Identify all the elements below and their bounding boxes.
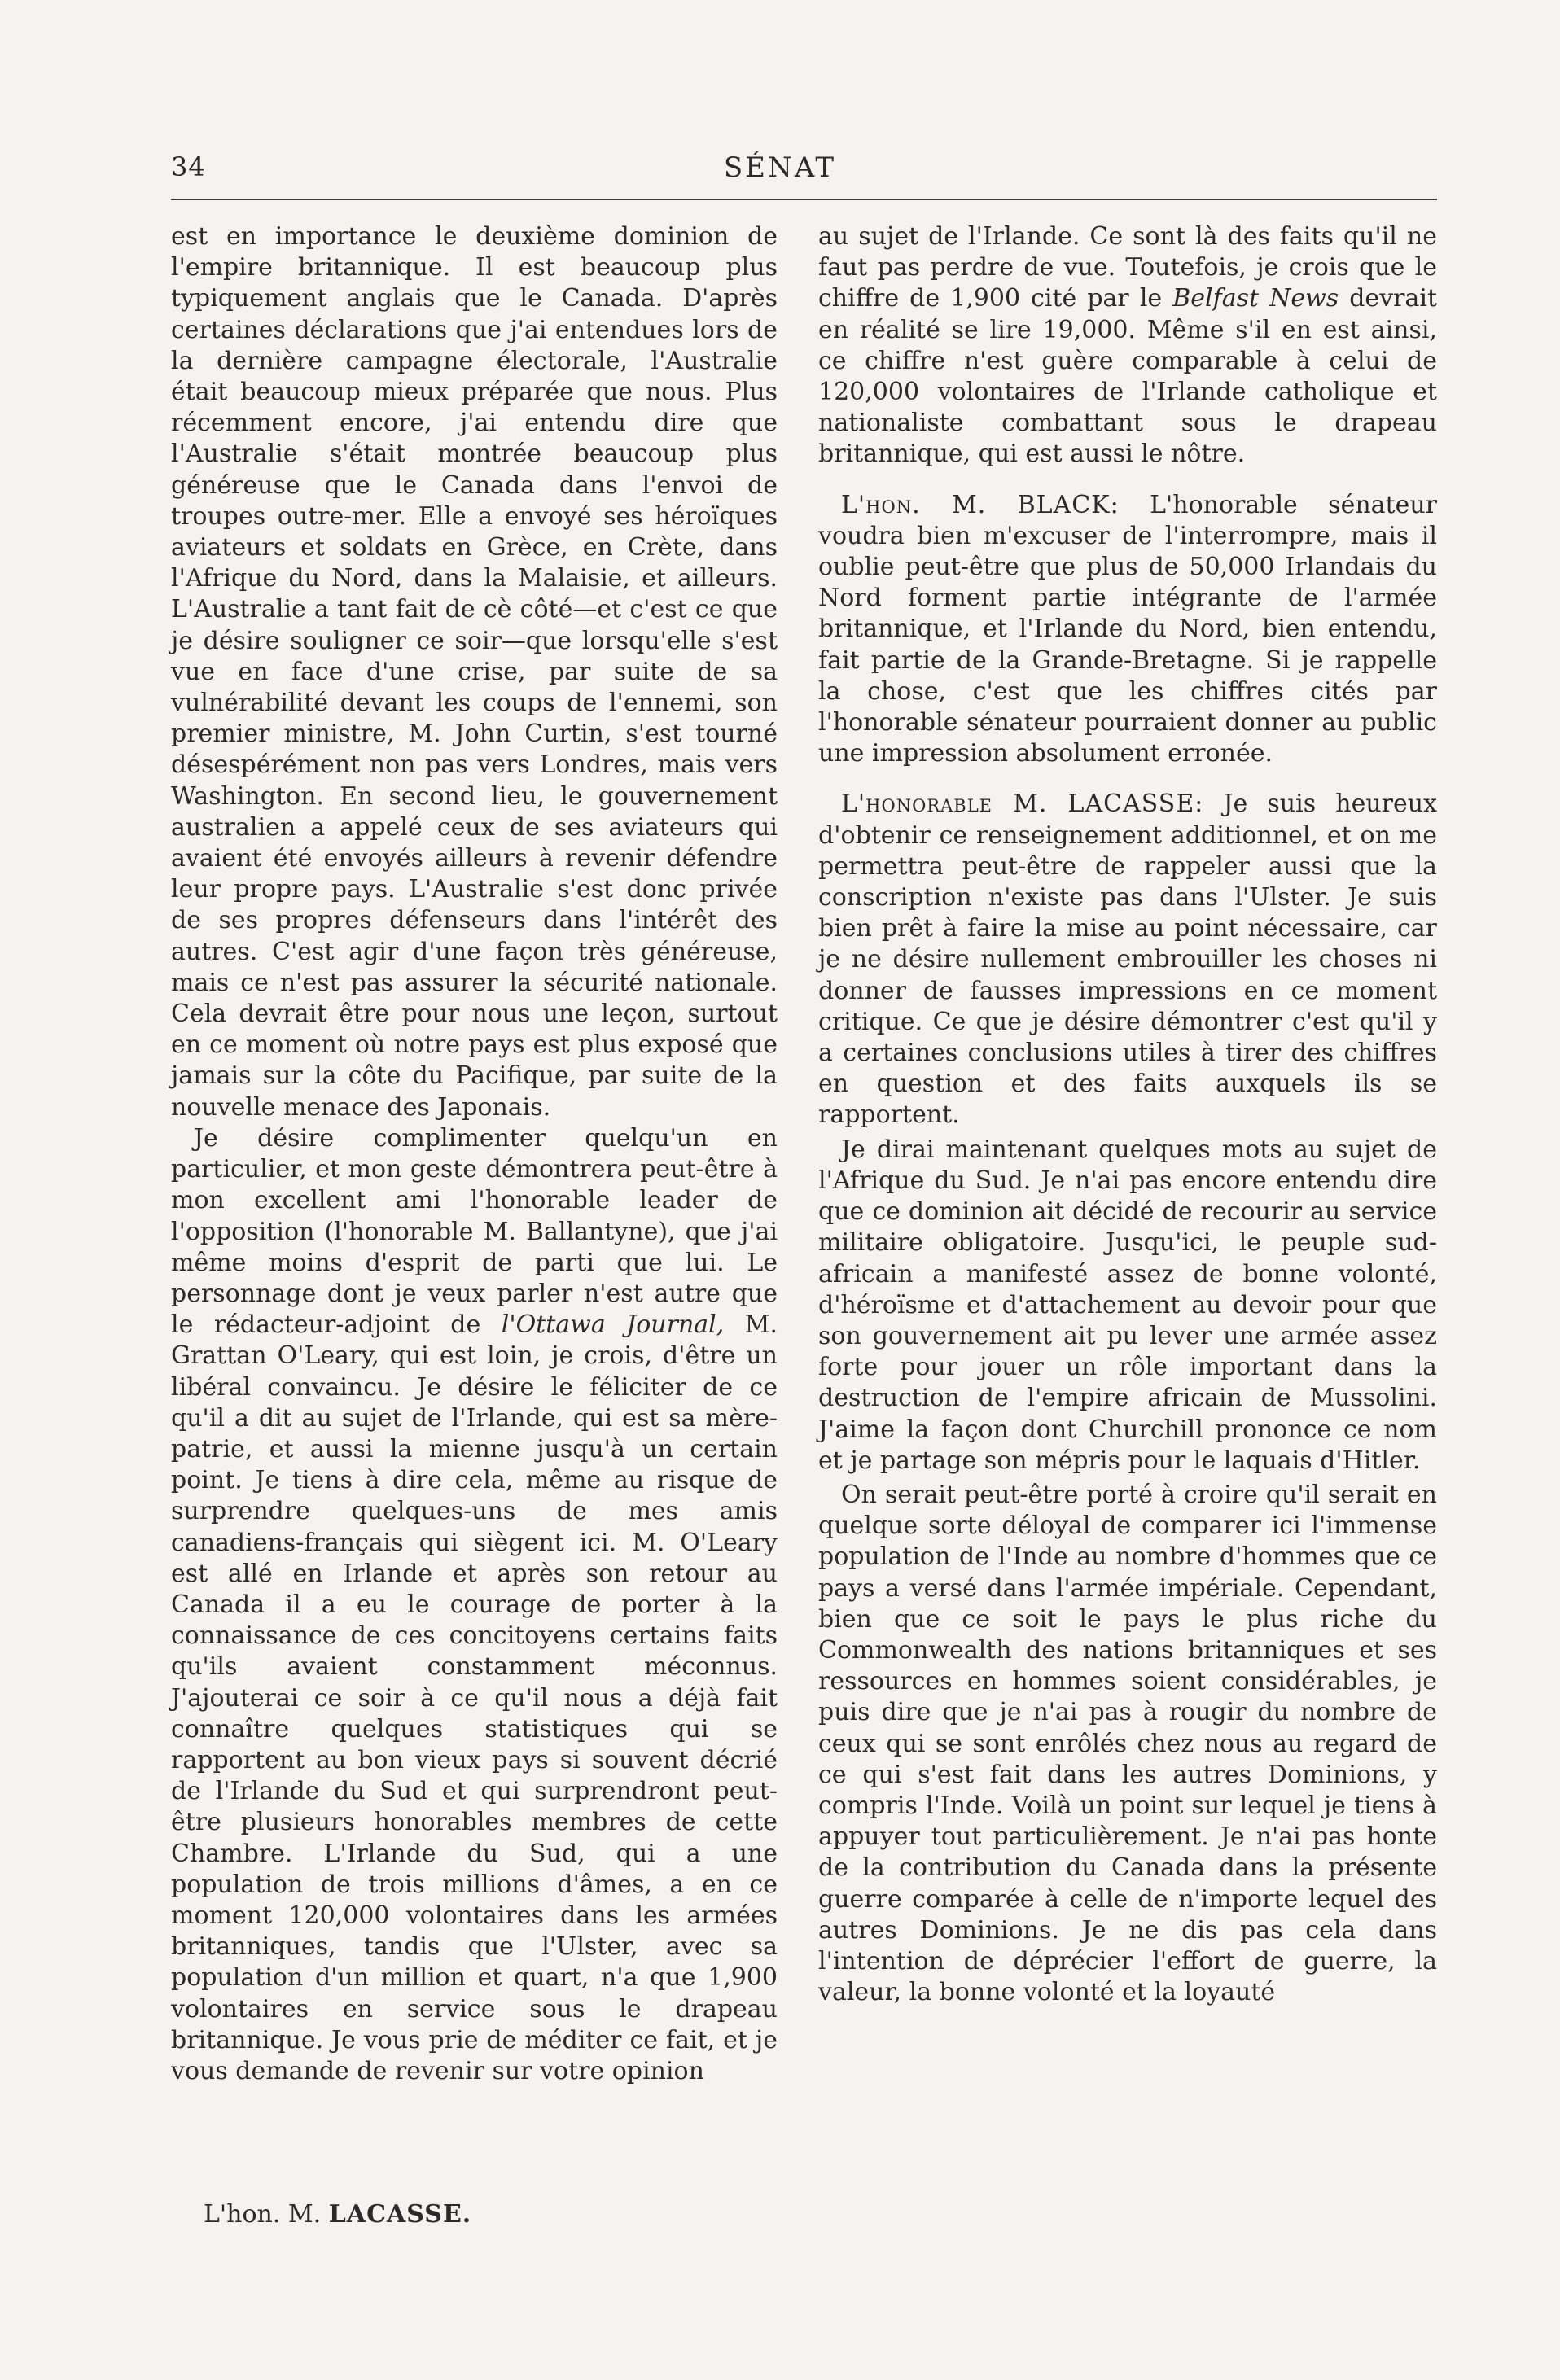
left-paragraph-2 <box>171 1123 778 2087</box>
left-p2-text-b: M. Grattan O'Leary, qui est loin, je crois, d'être un libéral convaincu. Je désire le féliciter de ce qu'il a dit au sujet de l'Irlande, qui est sa mère-patrie, et aussi la mienne jusqu'à un certain point. Je tiens à dire cela, même au risque de surprendre quelques-uns de mes amis canadiens-français qui siègent ici. M. O'Leary est allé en Irlande et après son retour au Canada il a eu le courage de porter à la connaissance de ces concitoyens certains faits qu'ils avaient constamment méconnus. J'ajouterai ce soir à ce qu'il nous a déjà fait connaître quelques statistiques qui se rapportent au bon vieux pays si souvent décrié de l'Irlande du Sud et qui surprendront peut-être plusieurs honorables membres de cette Chambre. L'Irlande du Sud, qui a une population de trois millions d'âmes, a en ce moment 120,000 volontaires dans les armées britanniques, tandis que l'Ulster, avec sa population d'un million et quart, n'a que 1,900 volontaires en service sous le drapeau britannique. Je vous prie de méditer ce fait, et je vous demande de revenir sur votre opinion <box>171 1310 778 2085</box>
right-p1-text-a: au sujet de l'Irlande. Ce sont là des faits qu'il ne faut pas perdre de vue. Toutefois, je crois que le chiffre de 1,900 cité par le <box>818 222 1437 313</box>
right-p3-text: Je suis heureux d'obtenir ce renseignement additionnel, et on me permettra peut-être de rappeler aussi que la conscription n'existe pas dans l'Ulster. Je suis bien prêt à faire la mise au point nécessaire, car je ne désire nullement embrouiller les choses ni donner de fausses impressions en ce moment critique. Ce que je désire démontrer c'est qu'il y a certaines conclusions utiles à tirer des chiffres en question et des faits auxquels ils se rapportent. <box>818 790 1438 1130</box>
speaker-lacasse: L'honorable M. LACASSE: <box>841 790 1204 819</box>
left-column <box>171 221 778 2087</box>
header-rule <box>171 199 1437 200</box>
right-paragraph-1 <box>818 221 1437 470</box>
running-foot-name: LACASSE. <box>328 2200 472 2229</box>
right-column <box>818 221 1437 2008</box>
right-p2-text: L'honorable sénateur voudra bien m'excuser de l'interrompre, mais il oublie peut-être que plus de 50,000 Irlandais du Nord forment partie intégrante de l'armée britannique, et l'Irlande du Nord, bien entendu, fait partie de la Grande-Bretagne. Si je rappelle la chose, c'est que les chiffres cités par l'honorable sénateur pourraient donner au public une impression absolument erronée. <box>818 490 1437 768</box>
right-paragraph-5: On serait peut-être porté à croire qu'il serait en quelque sorte déloyal de comparer ici l'immense population de l'Inde au nombre d'hommes que ce pays a versé dans l'armée impériale. Cependant, bien que ce soit le pays le plus riche du Commonwealth des nations britanniques et ses ressources en hommes soient considérables, je puis dire que je n'ai pas à rougir du nombre de ceux qui se sont enrôlés chez nous au regard de ce qui s'est fait dans les autres Dominions, y compris l'Inde. Voilà un point sur lequel je tiens à appuyer tout particulièrement. Je n'ai pas honte de la contribution du Canada dans la présente guerre comparée à celle de n'importe lequel des autres Dominions. Je ne dis pas cela dans l'intention de déprécier l'effort de guerre, la valeur, la bonne volonté et la loyauté <box>818 1480 1437 2007</box>
page-number: 34 <box>171 151 206 182</box>
right-p1-publication: Belfast News <box>1172 284 1339 313</box>
right-paragraph-3 <box>818 789 1437 1131</box>
speaker-black: L'hon. M. BLACK: <box>841 490 1120 519</box>
left-paragraph-1: est en importance le deuxième dominion de l'empire britannique. Il est beaucoup plus typiquement anglais que le Canada. D'après certaines déclarations que j'ai entendues lors de la dernière campagne électorale, l'Australie était beaucoup mieux préparée que nous. Plus récemment encore, j'ai entendu dire que l'Australie s'était montrée beaucoup plus généreuse que le Canada dans l'envoi de troupes outre-mer. Elle a envoyé ses héroïques aviateurs et soldats en Grèce, en Crète, dans l'Afrique du Nord, dans la Malaisie, et ailleurs. L'Australie a tant fait de cè côté—et c'est ce que je désire souligner ce soir—que lorsqu'elle s'est vue en face d'une crise, par suite de sa vulnérabilité devant les coups de l'ennemi, son premier ministre, M. John Curtin, s'est tourné désespérément non pas vers Londres, mais vers Washington. En second lieu, le gouvernement australien a appelé ceux de ses aviateurs qui avaient été envoyés ailleurs à revenir défendre leur propre pays. L'Australie s'est donc privée de ses propres défenseurs dans l'intérêt des autres. C'est agir d'une façon très généreuse, mais ce n'est pas assurer la sécurité nationale. Cela devrait être pour nous une leçon, surtout en ce moment où notre pays est plus exposé que jamais sur la côte du Pacifique, par suite de la nouvelle menace des Japonais. <box>171 222 778 1122</box>
left-p2-publication: l'Ottawa Journal, <box>501 1310 725 1340</box>
right-p1-text-b: devrait en réalité se lire 19,000. Même s'il en est ainsi, ce chiffre n'est guère comparable à celui de 120,000 volontaires de l'Irlande catholique et nationaliste combattant sous le drapeau britannique, qui est aussi le nôtre. <box>818 284 1438 469</box>
right-paragraph-2 <box>818 490 1437 770</box>
running-head-title: SÉNAT <box>723 151 837 184</box>
left-p2-text-a: Je désire complimenter quelqu'un en particulier, et mon geste démontrera peut-être à mon excellent ami l'honorable leader de l'opposition (l'honorable M. Ballantyne), que j'ai même moins d'esprit de parti que lui. Le personnage dont je veux parler n'est autre que le rédacteur-adjoint de <box>171 1123 778 1340</box>
running-foot <box>171 2200 778 2229</box>
right-paragraph-4: Je dirai maintenant quelques mots au sujet de l'Afrique du Sud. Je n'ai pas encore entendu dire que ce dominion ait décidé de recourir au service militaire obligatoire. Jusqu'ici, le peuple sud-africain a manifesté assez de bonne volonté, d'héroïsme et d'attachement au devoir pour que son gouvernement ait pu lever une armée assez forte pour jouer un rôle important dans la destruction de l'empire africain de Mussolini. J'aime la façon dont Churchill prononce ce nom et je partage son mépris pour le laquais d'Hitler. <box>818 1135 1437 1475</box>
running-foot-prefix: L'hon. M. <box>204 2200 329 2229</box>
